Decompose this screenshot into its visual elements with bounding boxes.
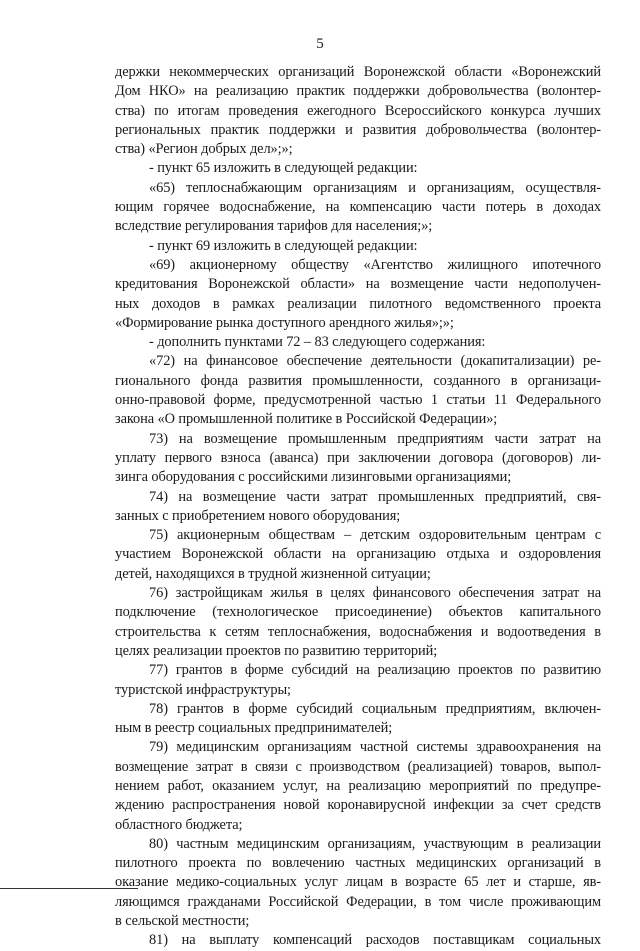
text-line: 76) застройщикам жилья в целях финансового обеспечения затрат на [149, 585, 601, 602]
text-line: «Формирование рынка доступного арендного жилья»;»; [115, 314, 454, 331]
text-line: региональных практик поддержки и развития добровольчества (волонтер- [115, 121, 601, 138]
text-line: 81) на выплату компенсаций расходов поставщикам социальных [149, 932, 601, 949]
text-line: онно-правовой форме, предусмотренной частью 1 статьи 11 Федерального [115, 392, 601, 409]
text-line: подключение (технологическое присоединение) объектов капитального [115, 604, 601, 621]
text-line: ляющимся гражданами Российской Федерации, в том числе проживающим [115, 893, 601, 910]
text-line: закона «О промышленной политике в Российской Федерации»; [115, 411, 498, 428]
text-line: - пункт 69 изложить в следующей редакции: [149, 237, 418, 254]
document-body [115, 63, 601, 951]
text-line: 78) грантов в форме субсидий социальным предприятиям, включен- [149, 700, 601, 717]
text-line: детей, находящихся в трудной жизненной ситуации; [115, 565, 431, 582]
text-line: ждению распространения новой коронавирусной инфекции за счет средств [115, 797, 601, 814]
text-line: ющим горячее водоснабжение, на компенсацию части потерь в доходах [115, 199, 601, 216]
text-line: в сельской местности; [115, 913, 250, 930]
page-number: 5 [316, 36, 324, 52]
text-line: строительства к сетям теплоснабжения, водоснабжения и водоотведения в [115, 623, 601, 640]
text-line: «65) теплоснабжающим организациям и организациям, осуществля- [149, 179, 601, 196]
text-line: нением работ, оказанием услуг, на реализацию мероприятий по предупре- [115, 777, 601, 794]
text-line: - пункт 65 изложить в следующей редакции: [149, 160, 418, 177]
text-line: кредитования Воронежской области» на возмещение части недополучен- [115, 276, 601, 293]
text-line: ных доходов в рамках реализации пилотного ведомственного проекта [115, 295, 601, 312]
text-line: участием Воронежской области на организацию отдыха и оздоровления [115, 546, 601, 563]
text-line: «72) на финансовое обеспечение деятельности (докапитализации) ре- [149, 353, 601, 370]
text-line: гионального фонда развития промышленности, созданного в организаци- [115, 372, 601, 389]
text-line: ства) по итогам проведения ежегодного Всероссийского конкурса лучших [115, 102, 601, 119]
text-line: туристской инфраструктуры; [115, 681, 291, 698]
text-line: Дом НКО» на реализацию практик поддержки добровольчества (волонтер- [115, 83, 601, 100]
text-line: 75) акционерным обществам – детским оздоровительным центрам с [149, 527, 601, 544]
text-line: - дополнить пунктами 72 – 83 следующего содержания: [149, 334, 486, 351]
text-line: 74) на возмещение части затрат промышленных предприятий, свя- [149, 488, 601, 505]
text-line: занных с приобретением нового оборудования; [115, 507, 401, 524]
text-line: вследствие регулирования тарифов для населения;»; [115, 218, 433, 235]
text-line: ства) «Регион добрых дел»;»; [115, 141, 293, 158]
text-line: уплату первого взноса (аванса) при заключении договора (договоров) ли- [115, 449, 601, 466]
text-line: 79) медицинским организациям частной системы здравоохранения на [149, 739, 601, 756]
text-line: пилотного проекта по вовлечению частных медицинских организаций в [115, 855, 601, 872]
text-line: 77) грантов в форме субсидий на реализацию проектов по развитию [149, 662, 601, 679]
text-line: возмещение затрат в связи с производством (реализацией) товаров, выпол- [115, 758, 601, 775]
text-line: держки некоммерческих организаций Воронежской области «Воронежский [115, 64, 601, 80]
text-line: 73) на возмещение промышленным предприятиям части затрат на [149, 430, 601, 447]
text-line: ным в реестр социальных предпринимателей; [115, 720, 393, 737]
text-line: целях реализации проектов по развитию территорий; [115, 642, 438, 659]
text-line: областного бюджета; [115, 816, 243, 833]
text-line: «69) акционерному обществу «Агентство жилищного ипотечного [149, 256, 601, 273]
text-line: оказание медико-социальных услуг лицам в возрасте 65 лет и старше, яв- [115, 874, 601, 891]
text-line: 80) частным медицинским организациям, участвующим в реализации [149, 835, 601, 852]
footnote-divider [0, 888, 138, 889]
text-line: зинга оборудования с российскими лизинговыми организациями; [115, 469, 512, 486]
